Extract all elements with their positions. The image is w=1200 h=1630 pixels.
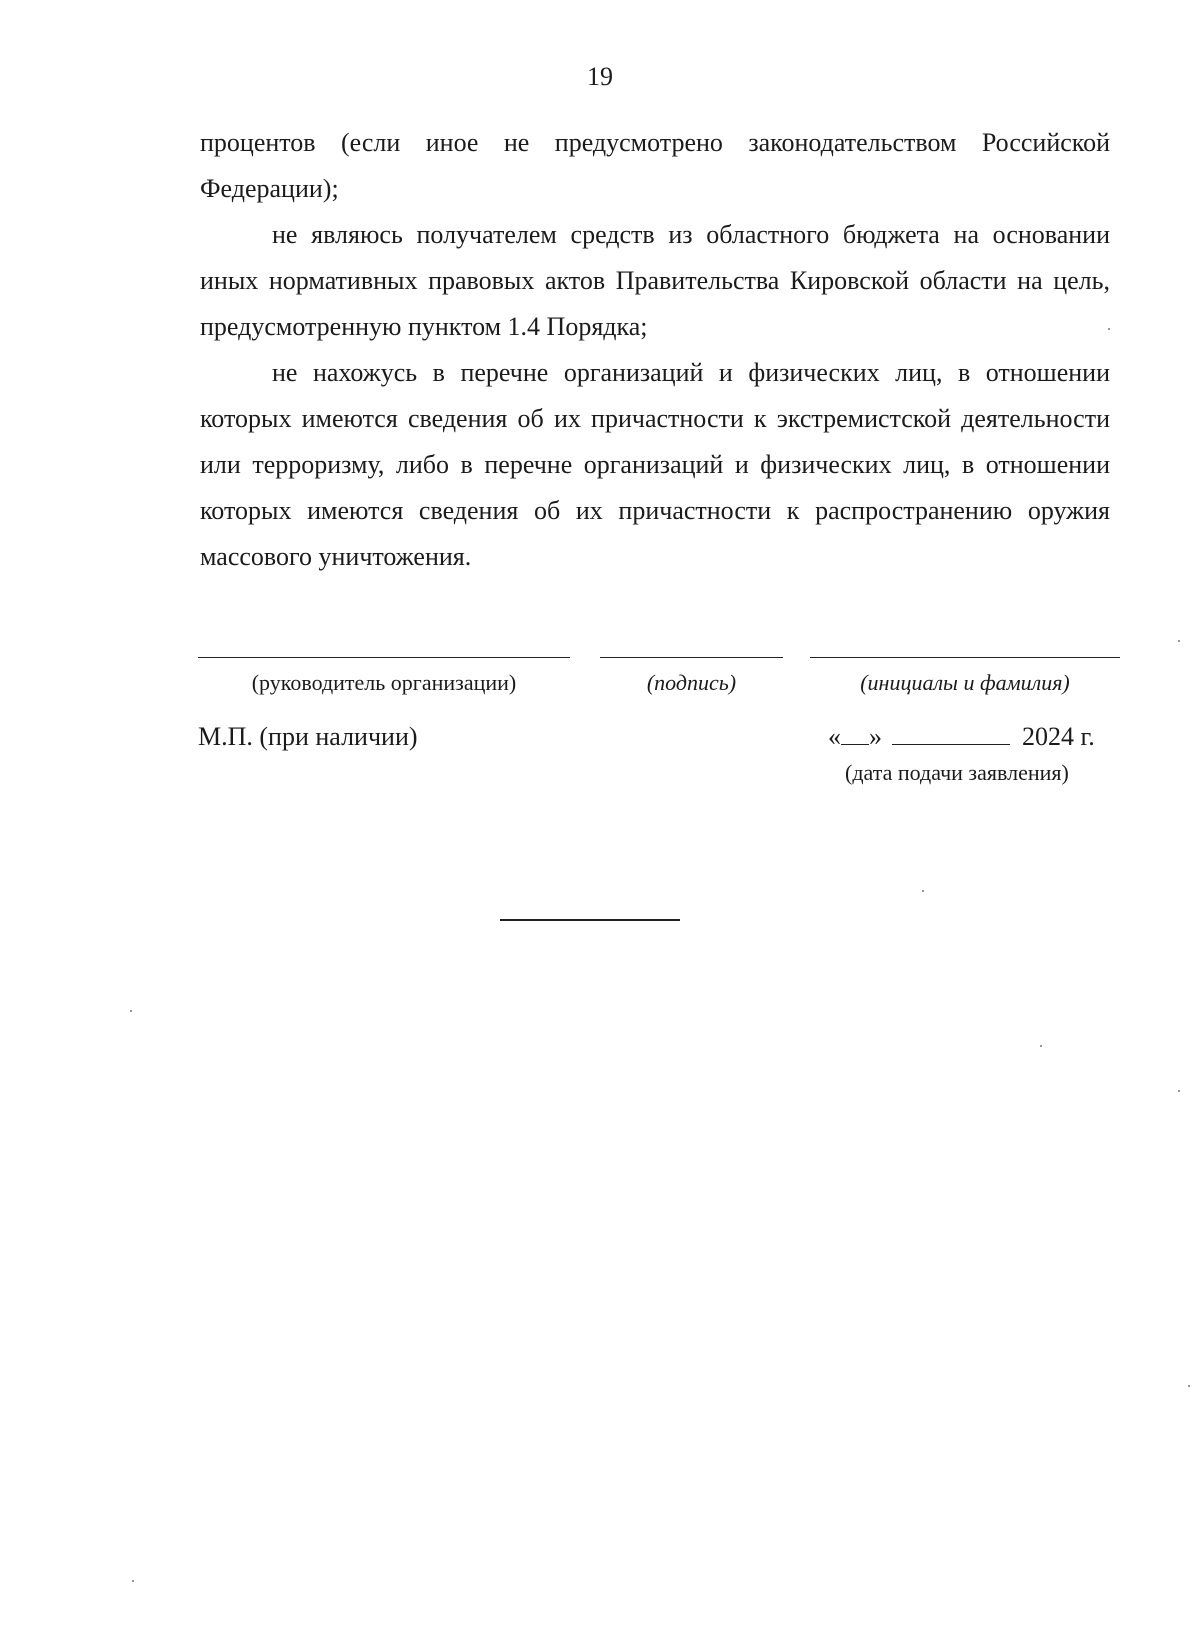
paragraph-not-in-extremist-list: не нахожусь в перечне организаций и физических лиц, в отношении которых имеются сведения об их причастности к экстремистской деятельности или терроризму, либо в перечне организаций и физических лиц, в отношении которых имеются сведения об их причастности к распространению оружия массового уничтожения. — [200, 358, 1110, 571]
date-close-quote: » — [869, 722, 882, 751]
head-signature-line — [198, 657, 570, 658]
name-line — [810, 657, 1120, 658]
end-of-document-rule — [500, 919, 680, 921]
scan-speck — [1178, 1090, 1180, 1092]
paragraph-not-budget-recipient: не являюсь получателем средств из областного бюджета на основании иных нормативных правовых актов Правительства Кировской области на цель, предусмотренную пунктом 1.4 Порядка; — [200, 220, 1110, 341]
scan-speck — [1108, 328, 1110, 330]
scan-speck — [1188, 1385, 1190, 1387]
head-caption: (руководитель организации) — [251, 670, 517, 695]
scan-speck — [1178, 640, 1180, 642]
paragraph-continuation: процентов (если иное не предусмотрено законодательством Российской Федерации); — [200, 128, 1110, 203]
signature-line — [600, 657, 783, 658]
page-number: 19 — [587, 62, 613, 91]
body-text — [200, 120, 1110, 580]
scan-speck — [922, 890, 924, 892]
signature-caption: (подпись) — [646, 670, 737, 695]
day-blank — [841, 724, 869, 745]
scan-speck — [132, 1580, 134, 1582]
date-year: 2024 г. — [1022, 722, 1095, 751]
stamp-label: М.П. (при наличии) — [198, 722, 418, 751]
name-caption: (инициалы и фамилия) — [860, 670, 1070, 695]
scan-speck — [1040, 1045, 1042, 1047]
date-caption: (дата подачи заявления) — [845, 760, 1069, 785]
submission-date — [828, 722, 1095, 752]
date-open-quote: « — [828, 722, 841, 751]
scan-speck — [130, 1010, 132, 1012]
month-blank — [892, 724, 1010, 745]
